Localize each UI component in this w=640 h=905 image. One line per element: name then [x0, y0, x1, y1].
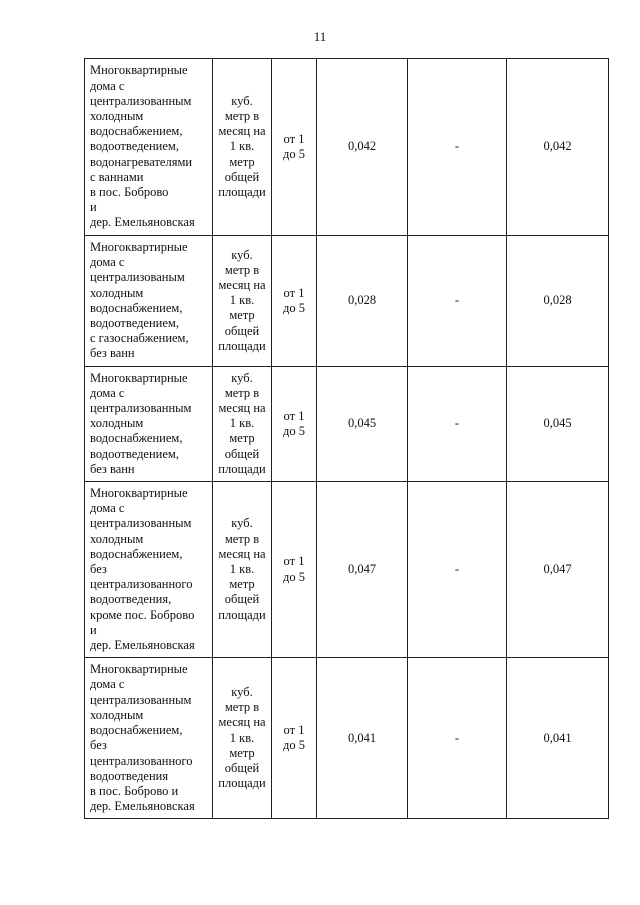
range-text: от 1 до 5: [283, 131, 305, 161]
value-cell-3: 0,042: [507, 59, 609, 236]
unit-cell: [213, 658, 272, 819]
value-cell-2: -: [408, 366, 507, 481]
value-cell-3: 0,045: [507, 366, 609, 481]
range-text: от 1 до 5: [283, 723, 305, 753]
range-cell: [272, 366, 317, 481]
value-cell-2: -: [408, 59, 507, 236]
range-cell: [272, 236, 317, 367]
housing-type-cell: [85, 482, 213, 658]
value-cell-3: 0,041: [507, 658, 609, 819]
unit-text: куб. метр в месяц на 1 кв. метр общей площади: [218, 685, 266, 791]
unit-cell: [213, 236, 272, 367]
unit-text: куб. метр в месяц на 1 кв. метр общей площади: [218, 93, 266, 199]
housing-type-cell: [85, 59, 213, 236]
value-cell-1: 0,042: [317, 59, 408, 236]
value-cell-1: 0,047: [317, 482, 408, 658]
unit-cell: [213, 59, 272, 236]
range-cell: [272, 482, 317, 658]
housing-type-cell: [85, 366, 213, 481]
housing-type-text: Многоквартирные дома с централизованным холодным водоснабжением, без централизованного водоотведения, кроме пос. Боброво и дер. Емельяновская: [90, 486, 195, 653]
range-cell: [272, 59, 317, 236]
value-cell-3: 0,047: [507, 482, 609, 658]
value-cell-1: 0,045: [317, 366, 408, 481]
range-text: от 1 до 5: [283, 285, 305, 315]
unit-text: куб. метр в месяц на 1 кв. метр общей площади: [218, 370, 266, 476]
range-cell: [272, 658, 317, 819]
range-text: от 1 до 5: [283, 408, 305, 438]
table-row: [85, 482, 609, 658]
value-cell-2: -: [408, 658, 507, 819]
unit-text: куб. метр в месяц на 1 кв. метр общей площади: [218, 516, 266, 622]
unit-cell: [213, 366, 272, 481]
table-row: [85, 366, 609, 481]
housing-type-text: Многоквартирные дома с централизованным холодным водоснабжением, водоотведением, водонагревателями с ваннами в пос. Боброво и дер. Емельяновская: [90, 63, 195, 230]
value-cell-1: 0,028: [317, 236, 408, 367]
housing-type-text: Многоквартирные дома с централизованным холодным водоснабжением, без централизованного водоотведения в пос. Боброво и дер. Емельяновская: [90, 662, 195, 814]
tariff-table: [84, 58, 609, 819]
unit-cell: [213, 482, 272, 658]
range-text: от 1 до 5: [283, 554, 305, 584]
housing-type-cell: [85, 236, 213, 367]
value-cell-2: -: [408, 482, 507, 658]
value-cell-3: 0,028: [507, 236, 609, 367]
housing-type-cell: [85, 658, 213, 819]
housing-type-text: Многоквартирные дома с централизованным холодным водоснабжением, водоотведением, без ванн: [90, 370, 192, 476]
page-number: 11: [313, 29, 327, 44]
housing-type-text: Многоквартирные дома с централизованым холодным водоснабжением, водоотведением, с газоснабжением, без ванн: [90, 240, 189, 361]
table-row: [85, 59, 609, 236]
table-row: [85, 658, 609, 819]
table-row: [85, 236, 609, 367]
unit-text: куб. метр в месяц на 1 кв. метр общей площади: [218, 247, 266, 353]
value-cell-1: 0,041: [317, 658, 408, 819]
value-cell-2: -: [408, 236, 507, 367]
